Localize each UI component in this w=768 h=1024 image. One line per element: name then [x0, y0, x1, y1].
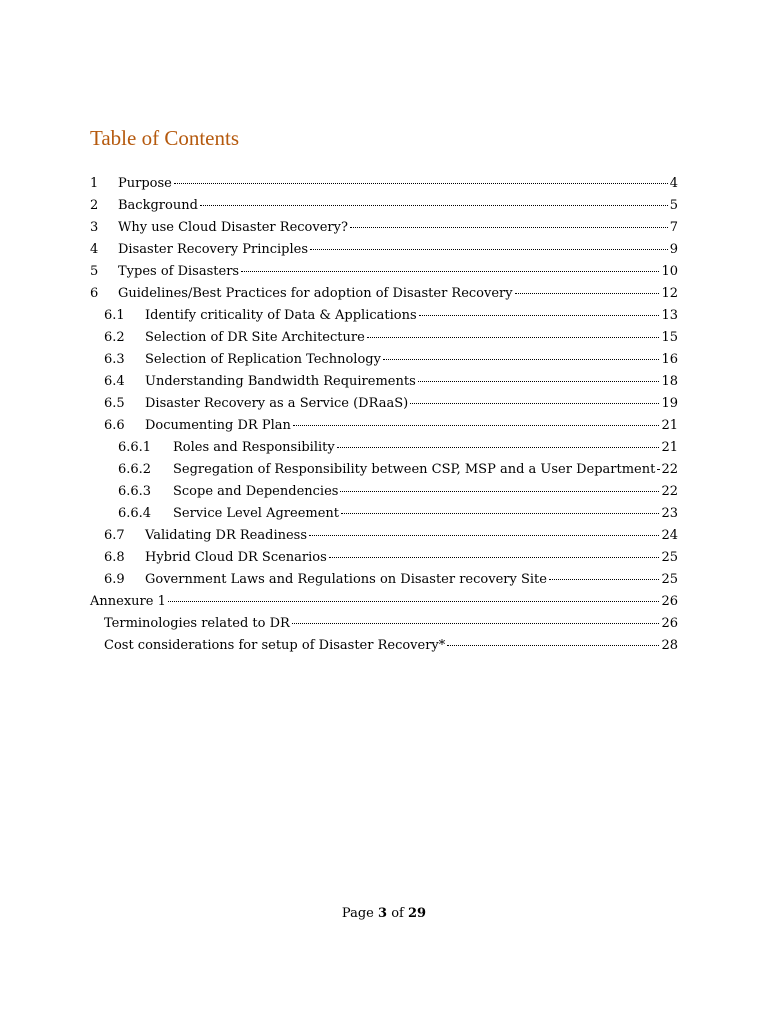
- toc-entry-number: 2: [90, 198, 99, 213]
- toc-entry-number: 6.6: [104, 418, 125, 433]
- toc-entry-page: 7: [669, 220, 678, 235]
- toc-entry-page: 19: [661, 396, 678, 411]
- toc-entry-page: 18: [661, 374, 678, 389]
- toc-entry-link[interactable]: Disaster Recovery Principles: [118, 242, 309, 257]
- toc-entry-link[interactable]: Identify criticality of Data & Applications: [145, 308, 417, 323]
- toc-entry-link[interactable]: Government Laws and Regulations on Disaster recovery Site: [145, 572, 547, 587]
- toc-dot-leader: [418, 381, 660, 382]
- toc-entry-number: 3: [90, 220, 99, 235]
- toc-entry[interactable]: [90, 173, 678, 195]
- toc-dot-leader: [515, 293, 660, 294]
- toc-entry-number: 6.5: [104, 396, 125, 411]
- toc-entry-page: 22: [661, 462, 678, 477]
- toc-list: [90, 173, 678, 657]
- toc-entry-number: 6.6.4: [118, 506, 152, 521]
- toc-entry-page: 25: [661, 550, 678, 565]
- toc-dot-leader: [410, 403, 659, 404]
- toc-entry-link[interactable]: Disaster Recovery as a Service (DRaaS): [145, 396, 409, 411]
- toc-dot-leader: [367, 337, 660, 338]
- toc-entry-number: 6.1: [104, 308, 125, 323]
- toc-entry[interactable]: [90, 613, 678, 635]
- toc-entry-link[interactable]: Documenting DR Plan: [145, 418, 291, 433]
- toc-dot-leader: [174, 183, 668, 184]
- toc-entry[interactable]: [90, 349, 678, 371]
- toc-entry-page: 23: [661, 506, 678, 521]
- toc-entry[interactable]: [90, 261, 678, 283]
- toc-entry-page: 21: [661, 440, 678, 455]
- toc-entry-link[interactable]: Hybrid Cloud DR Scenarios: [145, 550, 327, 565]
- toc-entry-number: 6.8: [104, 550, 125, 565]
- toc-entry-number: 6.6.3: [118, 484, 152, 499]
- toc-entry[interactable]: [90, 569, 678, 591]
- toc-entry[interactable]: [90, 305, 678, 327]
- toc-entry-link[interactable]: Background: [118, 198, 198, 213]
- toc-entry-number: 6.9: [104, 572, 125, 587]
- toc-entry[interactable]: [90, 217, 678, 239]
- toc-dot-leader: [337, 447, 660, 448]
- toc-entry[interactable]: [90, 415, 678, 437]
- toc-entry-link[interactable]: Annexure 1: [90, 594, 166, 609]
- toc-entry[interactable]: [90, 525, 678, 547]
- footer-current-page: 3: [378, 906, 388, 921]
- toc-entry-page: 9: [669, 242, 678, 257]
- toc-entry-page: 21: [661, 418, 678, 433]
- toc-entry[interactable]: [90, 393, 678, 415]
- toc-entry-link[interactable]: Segregation of Responsibility between CSP, MSP and a User Department: [173, 462, 656, 477]
- toc-dot-leader: [419, 315, 660, 316]
- toc-dot-leader: [350, 227, 668, 228]
- toc-dot-leader: [383, 359, 660, 360]
- toc-entry[interactable]: [90, 239, 678, 261]
- toc-entry-number: 6: [90, 286, 99, 301]
- toc-entry-number: 6.3: [104, 352, 125, 367]
- toc-dot-leader: [447, 645, 659, 646]
- toc-dot-leader: [657, 469, 659, 470]
- toc-dot-leader: [340, 491, 659, 492]
- toc-dot-leader: [549, 579, 660, 580]
- toc-entry[interactable]: [90, 327, 678, 349]
- toc-entry-link[interactable]: Guidelines/Best Practices for adoption of Disaster Recovery: [118, 286, 513, 301]
- toc-entry-number: 6.7: [104, 528, 125, 543]
- toc-dot-leader: [292, 623, 660, 624]
- toc-entry-link[interactable]: Terminologies related to DR: [104, 616, 290, 631]
- toc-entry-page: 5: [669, 198, 678, 213]
- toc-entry-link[interactable]: Validating DR Readiness: [145, 528, 308, 543]
- toc-entry-number: 6.4: [104, 374, 125, 389]
- toc-entry-page: 4: [669, 176, 678, 191]
- toc-entry-link[interactable]: Why use Cloud Disaster Recovery?: [118, 220, 348, 235]
- toc-entry-page: 16: [661, 352, 678, 367]
- toc-title: Table of Contents: [90, 126, 239, 150]
- toc-entry-link[interactable]: Scope and Dependencies: [173, 484, 339, 499]
- toc-dot-leader: [309, 535, 659, 536]
- toc-entry[interactable]: [90, 591, 678, 613]
- toc-entry-link[interactable]: Service Level Agreement: [173, 506, 340, 521]
- page-footer: [0, 906, 768, 921]
- toc-entry-link[interactable]: Understanding Bandwidth Requirements: [145, 374, 416, 389]
- toc-entry-number: 4: [90, 242, 99, 257]
- toc-dot-leader: [241, 271, 659, 272]
- toc-entry-page: 22: [661, 484, 678, 499]
- toc-entry-page: 26: [661, 616, 678, 631]
- toc-dot-leader: [200, 205, 668, 206]
- toc-entry-link[interactable]: Roles and Responsibility: [173, 440, 335, 455]
- toc-entry-link[interactable]: Cost considerations for setup of Disaster Recovery*: [104, 638, 446, 653]
- toc-entry-page: 12: [661, 286, 678, 301]
- toc-entry-link[interactable]: Purpose: [118, 176, 172, 191]
- toc-entry-link[interactable]: Selection of Replication Technology: [145, 352, 381, 367]
- toc-dot-leader: [329, 557, 660, 558]
- toc-entry-page: 15: [661, 330, 678, 345]
- toc-dot-leader: [293, 425, 660, 426]
- toc-entry-page: 26: [661, 594, 678, 609]
- toc-entry-page: 24: [661, 528, 678, 543]
- toc-entry-number: 1: [90, 176, 99, 191]
- toc-entry-number: 6.6.1: [118, 440, 152, 455]
- toc-entry[interactable]: [90, 635, 678, 657]
- toc-dot-leader: [341, 513, 659, 514]
- toc-entry[interactable]: [90, 547, 678, 569]
- toc-entry-page: 10: [661, 264, 678, 279]
- toc-entry[interactable]: [90, 195, 678, 217]
- toc-entry-link[interactable]: Types of Disasters: [118, 264, 240, 279]
- footer-prefix: Page: [341, 906, 374, 921]
- toc-dot-leader: [310, 249, 668, 250]
- toc-entry[interactable]: [90, 437, 678, 459]
- toc-entry[interactable]: [90, 371, 678, 393]
- toc-entry[interactable]: [90, 283, 678, 305]
- toc-entry-number: 6.2: [104, 330, 125, 345]
- toc-entry-number: 6.6.2: [118, 462, 152, 477]
- toc-entry-link[interactable]: Selection of DR Site Architecture: [145, 330, 365, 345]
- toc-entry-page: 28: [661, 638, 678, 653]
- footer-total-pages: 29: [407, 906, 427, 921]
- toc-entry[interactable]: [90, 459, 678, 481]
- footer-of: of: [391, 906, 404, 921]
- toc-entry-page: 13: [661, 308, 678, 323]
- toc-entry-page: 25: [661, 572, 678, 587]
- toc-entry-number: 5: [90, 264, 99, 279]
- toc-entry[interactable]: [90, 481, 678, 503]
- toc-dot-leader: [168, 601, 660, 602]
- toc-entry[interactable]: [90, 503, 678, 525]
